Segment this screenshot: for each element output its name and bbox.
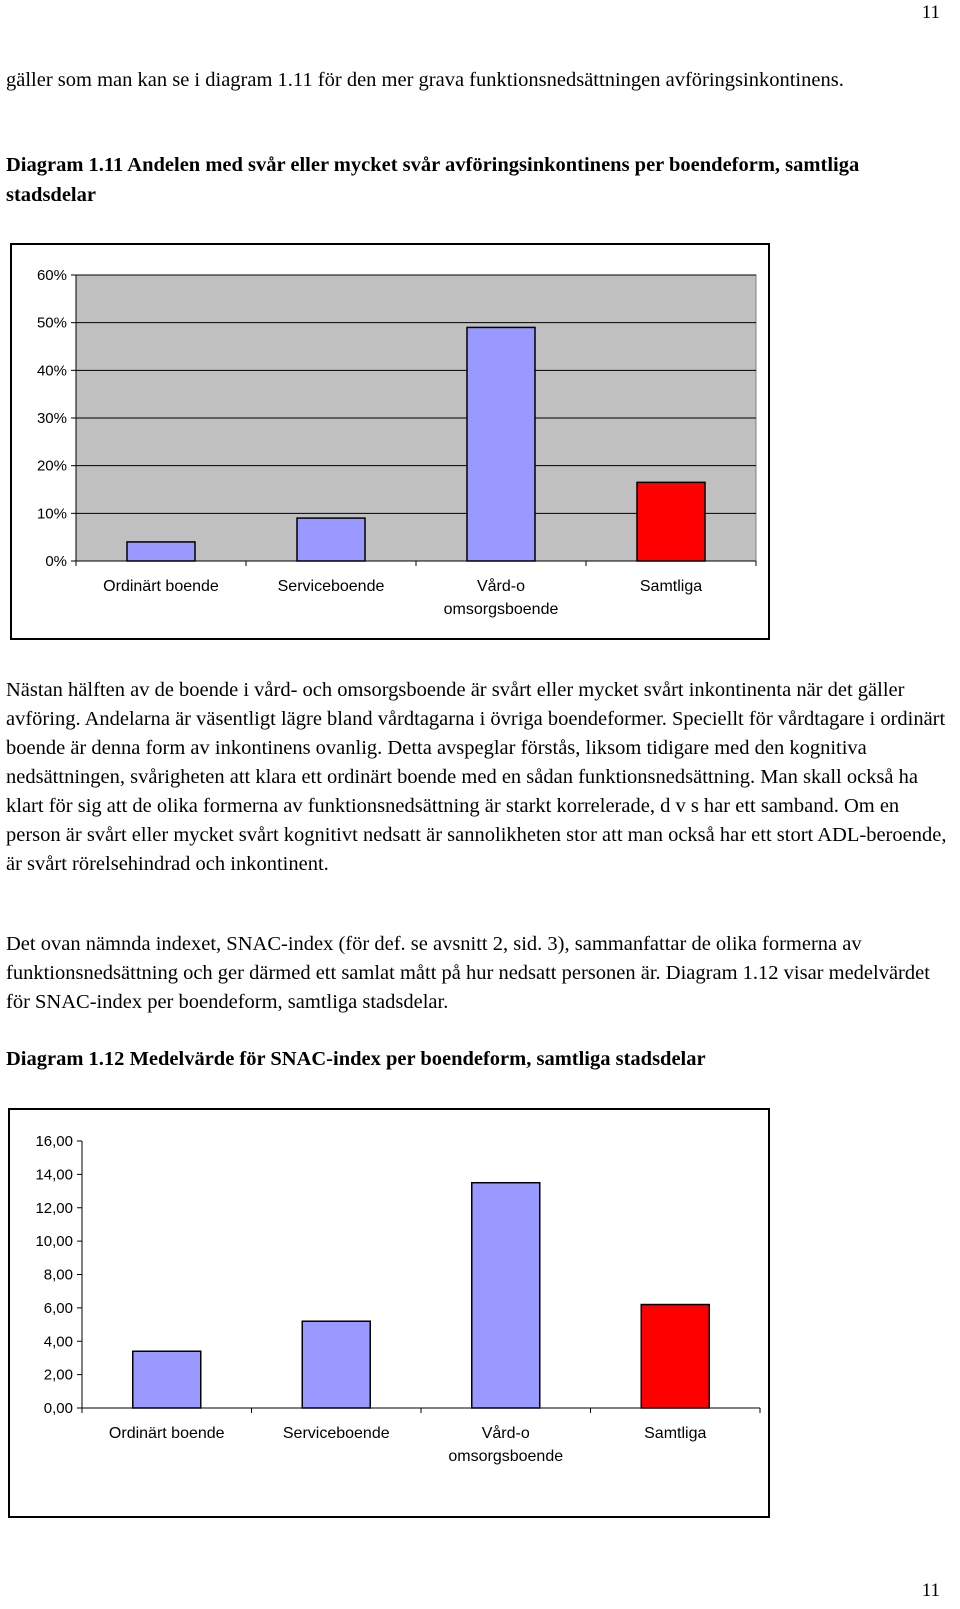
bar-serviceboende — [297, 518, 365, 561]
bar-ordinärt-boende — [133, 1351, 201, 1408]
diagram-1-12-chart — [10, 1110, 768, 1516]
diagram-1-12-caption — [6, 1044, 951, 1074]
bar-vård-och-omsorgsboende — [472, 1183, 540, 1408]
x-category-label: Vård-o — [481, 1425, 530, 1442]
y-tick-label: 10,00 — [35, 1233, 73, 1251]
x-category-label: Samtliga — [644, 1425, 707, 1442]
x-category-label: Vård-o — [476, 578, 526, 595]
y-tick-label: 4,00 — [43, 1333, 73, 1351]
x-category-label: Serviceboende — [282, 1425, 390, 1442]
y-tick-label: 10% — [36, 505, 67, 523]
x-category-label: Ordinärt boende — [108, 1425, 225, 1442]
x-category-label: omsorgsboende — [443, 601, 559, 618]
y-tick-label: 60% — [36, 267, 67, 284]
y-tick-label: 2,00 — [43, 1366, 73, 1384]
diagram-1-11-caption — [6, 150, 951, 210]
bar-vård-och-omsorgsboende — [467, 327, 535, 561]
y-tick-label: 50% — [36, 314, 67, 332]
diagram-1-11-chart — [12, 245, 768, 638]
diagram-1-11-caption-text: Andelen med svår eller mycket svår avföringsinkontinens per boendeform, samtliga stadsdelar — [6, 154, 860, 206]
x-category-label: Serviceboende — [277, 578, 385, 595]
bar-ordinärt-boende — [127, 542, 195, 561]
y-tick-label: 30% — [36, 410, 67, 427]
y-tick-label: 14,00 — [35, 1166, 73, 1184]
y-tick-label: 6,00 — [43, 1299, 73, 1317]
y-tick-label: 16,00 — [35, 1133, 73, 1150]
diagram-1-11-frame — [10, 243, 770, 640]
y-tick-label: 0% — [45, 553, 67, 570]
snac-paragraph: Det ovan nämnda indexet, SNAC-index (för def. se avsnitt 2, sid. 3), sammanfattar de olika formerna av funktionsnedsättning och ger därmed ett samlat mått på hur nedsatt personen är. Diagram 1.12 visar medelvärdet för SNAC-index per boendeform, samtliga stadsdelar. — [6, 933, 930, 1013]
y-tick-label: 40% — [36, 362, 67, 380]
analysis-paragraph: Nästan hälften av de boende i vård- och omsorgsboende är svårt eller mycket svårt inkontinenta när det gäller avföring. Andelarna är väsentligt lägre bland vårdtagarna i övriga boendeformer. Speciellt för vårdtagare i ordinärt boende är denna form av inkontinens ovanlig. Detta avspeglar förstås, liksom tidigare med den kognitiva nedsättningen, svårigheten att klara ett ordinärt boende med en sådan funktionsnedsättning. Man skall också ha klart för sig att de olika formerna av funktionsnedsättning är starkt korrelerade, d v s har ett samband. Om en person är svårt eller mycket svårt kognitivt nedsatt är sannolikheten stor att man också har ett stort ADL-beroende, är svårt rörelsehindrad och inkontinent. — [6, 679, 947, 875]
x-category-label: Ordinärt boende — [103, 578, 219, 595]
diagram-1-12-frame — [8, 1108, 770, 1518]
y-tick-label: 8,00 — [43, 1266, 73, 1284]
page-number-top: 11 — [921, 2, 940, 23]
y-tick-label: 0,00 — [43, 1400, 73, 1417]
x-category-label: Samtliga — [639, 578, 703, 595]
diagram-1-12-label: Diagram 1.12 — [6, 1048, 125, 1070]
y-tick-label: 12,00 — [35, 1199, 73, 1217]
bar-samtliga — [641, 1305, 709, 1408]
y-tick-label: 20% — [36, 457, 67, 475]
intro-paragraph: gäller som man kan se i diagram 1.11 för den mer grava funktionsnedsättningen avföringsinkontinens. — [6, 69, 844, 91]
bar-samtliga — [637, 482, 705, 561]
page-number-bottom: 11 — [921, 1580, 940, 1601]
diagram-1-11-label: Diagram 1.11 — [6, 154, 124, 176]
bar-serviceboende — [302, 1321, 370, 1408]
diagram-1-12-caption-text: Medelvärde för SNAC-index per boendeform, samtliga stadsdelar — [124, 1048, 706, 1070]
x-category-label: omsorgsboende — [448, 1448, 564, 1465]
